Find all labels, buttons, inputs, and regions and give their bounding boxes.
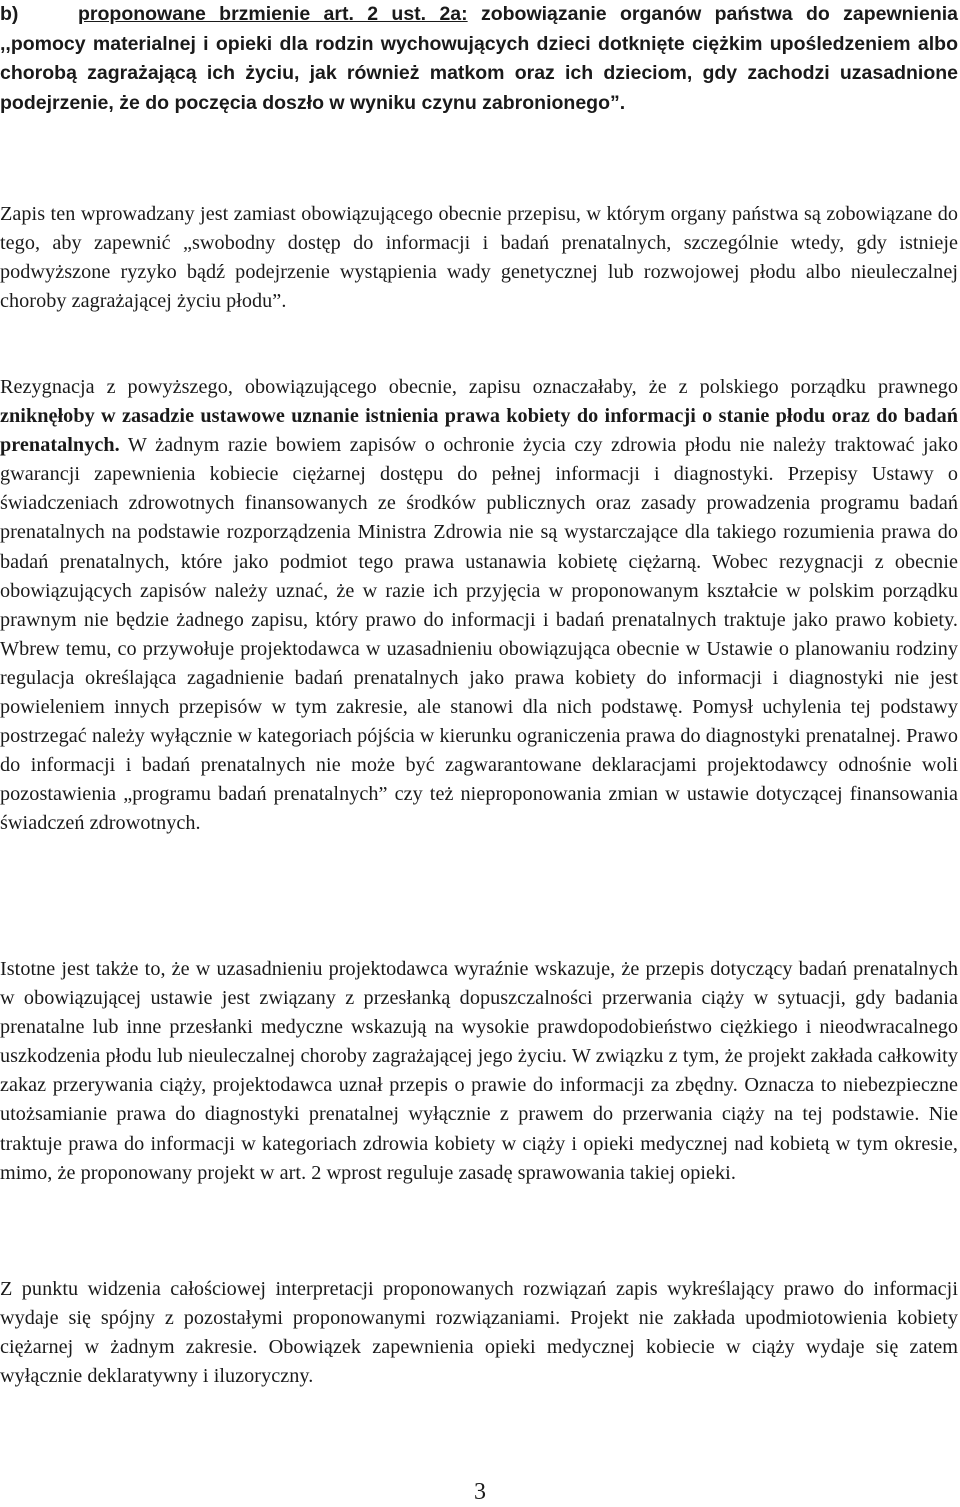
section-heading: [0, 0, 958, 118]
heading-rest-text: zobowiązanie organów państwa do zapewnienia ,,pomocy materialnej i opieki dla rodzin wychowujących dzieci dotknięte ciężkim upośledzeniem albo chorobą zagrażającą ich życiu, jak również matkom oraz ich dzieciom, gdy zachodzi uzasadnione podejrzenie, że do poczęcia doszło w wyniku czynu zabronionego”.: [0, 3, 958, 114]
paragraph-3-text: Istotne jest także to, że w uzasadnieniu projektodawca wyraźnie wskazuje, że przepis dotyczący badań prenatalnych w obowiązującej ustawie jest związany z przesłanką dopuszczalności przerwania ciąży w sytuacji, gdy badania prenatalne lub inne przesłanki medyczne wskazują na wysokie prawdopodobieństwo ciężkiego i nieodwracalnego uszkodzenia płodu lub nieuleczalnej choroby zagrażającej jego życiu. W związku z tym, że projekt zakłada całkowity zakaz przerywania ciąży, projektodawca uznał przepis o prawie do informacji za zbędny. Oznacza to niebezpieczne utożsamianie prawa do diagnostyki prenatalnej wyłącznie z prawem do przerwania ciąży na tej podstawie. Nie traktuje prawa do informacji w kategoriach zdrowia kobiety w ciąży i opieki medycznej nad kobietą w tym okresie, mimo, że proponowany projekt w art. 2 wprost reguluje zasadę sprawowania takiej opieki.: [0, 958, 958, 1184]
paragraph-2-end: W żadnym razie bowiem zapisów o ochronie życia czy zdrowia płodu nie należy traktować jako gwarancji zapewnienia kobiecie ciężarnej dostępu do pełnej informacji i diagnostyki. Przepisy Ustawy o świadczeniach zdrowotnych finansowanych ze środków publicznych oraz zasady prowadzenia programu badań prenatalnych na podstawie rozporządzenia Ministra Zdrowia nie są wystarczające dla takiego rozumienia prawa do badań prenatalnych, które jako podmiot tego prawa ustanawia kobietę ciężarną. Wobec rezygnacji z obecnie obowiązujących zapisów należy uznać, że w razie ich przyjęcia w proponowanym kształcie w polskim porządku prawnym nie będzie żadnego zapisu, który prawo do informacji i badań prenatalnych traktuje jako prawo kobiety. Wbrew temu, co przywołuje projektodawca w uzasadnieniu obowiązująca obecnie w Ustawie o planowaniu rodziny regulacja określająca zagadnienie badań prenatalnych jako prawa kobiety do informacji i diagnostyki nie jest powieleniem innych przepisów w tym zakresie, ale stanowi dla nich podstawę. Pomysł uchylenia tej podstawy postrzegać należy wyłącznie w kategoriach pójścia w kierunku ograniczenia prawa do diagnostyki prenatalnej. Prawo do informacji i badań prenatalnych nie może być zagwarantowane deklaracjami projektodawcy odnośnie woli pozostawienia „programu badań prenatalnych” czy też nieproponowania zmian w ustawie dotyczącej finansowania świadczeń zdrowotnych.: [0, 434, 958, 835]
heading-underlined-text: proponowane brzmienie art. 2 ust. 2a:: [78, 3, 468, 25]
paragraph-3: [0, 955, 958, 1188]
paragraph-2-text: [0, 373, 958, 839]
paragraph-4: [0, 1275, 958, 1391]
paragraph-1-text: Zapis ten wprowadzany jest zamiast obowiązującego obecnie przepisu, w którym organy państwa są zobowiązane do tego, aby zapewnić „swobodny dostęp do informacji i badań prenatalnych, szczególnie wtedy, gdy istnieje podwyższone ryzyko bądź podejrzenie wystąpienia wady genetycznej lub rozwojowej płodu albo nieuleczalnej choroby zagrażającej życiu płodu”.: [0, 203, 958, 313]
paragraph-2-start: Rezygnacja z powyższego, obowiązującego obecnie, zapisu oznaczałaby, że z polskiego porządku prawnego: [0, 376, 958, 398]
page-number: 3: [474, 1479, 486, 1505]
heading-label: b): [0, 3, 19, 25]
paragraph-4-text: Z punktu widzenia całościowej interpretacji proponowanych rozwiązań zapis wykreślający prawo do informacji wydaje się spójny z pozostałymi proponowanymi rozwiązaniami. Projekt nie zakłada upodmiotowienia kobiety ciężarnej w żadnym zakresie. Obowiązek zapewnienia opieki medycznej kobiecie w ciąży wydaje się zatem wyłącznie deklaratywny i iluzoryczny.: [0, 1278, 958, 1388]
paragraph-2-bold: zniknęłoby w zasadzie ustawowe uznanie istnienia prawa kobiety do informacji o stanie płodu oraz do badań prenatalnych.: [0, 405, 958, 457]
paragraph-2: [0, 373, 958, 839]
paragraph-1: [0, 200, 958, 316]
